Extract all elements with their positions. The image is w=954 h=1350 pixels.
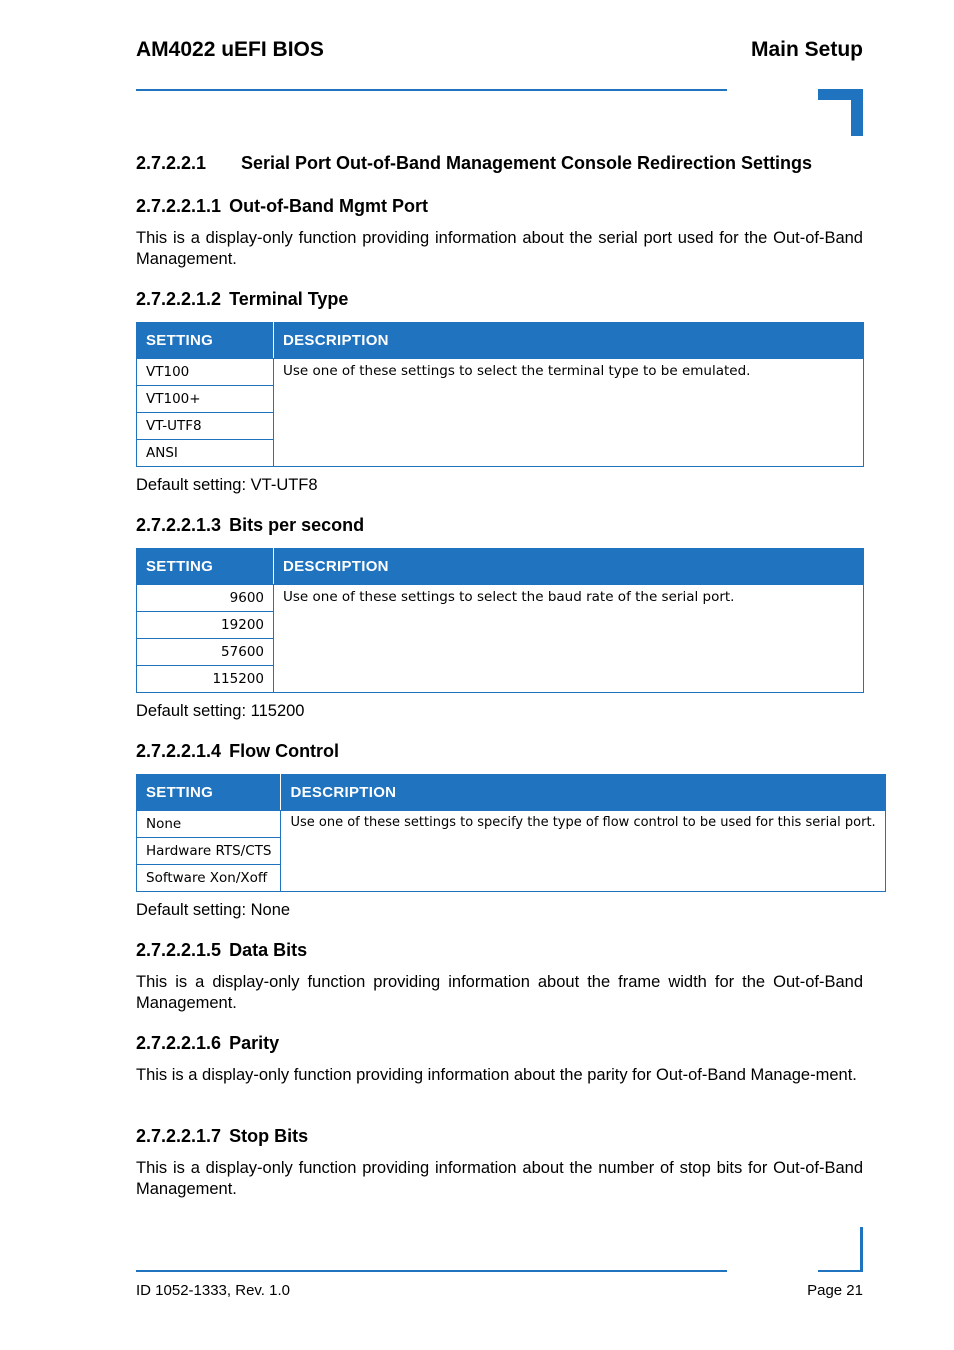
parity-heading (136, 1033, 279, 1054)
table-cell-setting: 115200 (137, 666, 274, 693)
table-cell-setting: VT100+ (137, 386, 274, 413)
flow-control-default: Default setting: None (136, 901, 291, 919)
bits-per-second-table (136, 548, 864, 693)
section-title: Main Setup (750, 38, 863, 61)
parity-title: Parity (229, 1033, 280, 1053)
column-header-setting: SETTING (137, 775, 281, 811)
table-cell-setting: Software Xon/Xoff (137, 865, 281, 892)
footer-corner-mark (818, 1270, 863, 1272)
terminal-type-heading (136, 289, 348, 310)
header-rule (136, 89, 727, 91)
flow-control-number: 2.7.2.2.1.4 (136, 741, 222, 761)
column-header-setting: SETTING (137, 549, 274, 585)
bits-per-second-heading (136, 515, 364, 536)
oob-port-number: 2.7.2.2.1.1 (136, 196, 222, 216)
data-bits-text: This is a display-only function providing information about the frame width for the Out-of-Band Management. (136, 973, 863, 1012)
bits-per-second-default: Default setting: 115200 (136, 702, 305, 720)
table-cell-setting: 57600 (137, 639, 274, 666)
section-heading-text: Serial Port Out-of-Band Management Console Redirection Settings (241, 153, 813, 173)
page-number: Page 21 (807, 1282, 863, 1299)
flow-control-title: Flow Control (229, 741, 340, 761)
stop-bits-number: 2.7.2.2.1.7 (136, 1126, 222, 1146)
document-title: AM4022 uEFI BIOS (136, 38, 324, 61)
stop-bits-text: This is a display-only function providing information about the number of stop bits for Out-of-Band Management. (136, 1159, 863, 1198)
flow-control-table (136, 774, 886, 892)
oob-port-heading (136, 196, 428, 217)
column-header-description: DESCRIPTION (274, 549, 864, 585)
table-cell-setting: Hardware RTS/CTS (137, 838, 281, 865)
table-cell-setting: 19200 (137, 612, 274, 639)
column-header-description: DESCRIPTION (274, 323, 864, 359)
parity-text: This is a display-only function providing information about the parity for Out-of-Band Manage-ment. (136, 1066, 857, 1084)
data-bits-title: Data Bits (229, 940, 308, 960)
terminal-type-default: Default setting: VT-UTF8 (136, 476, 318, 494)
table-cell-setting: 9600 (137, 585, 274, 612)
bits-per-second-title: Bits per second (229, 515, 365, 535)
column-header-description: DESCRIPTION (281, 775, 885, 811)
table-cell-setting: VT-UTF8 (137, 413, 274, 440)
table-cell-description: Use one of these settings to select the baud rate of the serial port. (274, 585, 864, 693)
oob-port-text: This is a display-only function providing information about the serial port used for the Out-of-Band Management. (136, 229, 863, 268)
table-cell-setting: ANSI (137, 440, 274, 467)
footer-rule (136, 1270, 727, 1272)
header-corner-mark-vertical (851, 89, 863, 136)
stop-bits-title: Stop Bits (229, 1126, 309, 1146)
table-cell-setting: None (137, 811, 281, 838)
table-cell-description: Use one of these settings to select the terminal type to be emulated. (274, 359, 864, 467)
section-number: 2.7.2.2.1 (136, 153, 207, 173)
section-heading (136, 153, 812, 174)
document-id: ID 1052-1333, Rev. 1.0 (136, 1282, 290, 1299)
column-header-setting: SETTING (137, 323, 274, 359)
data-bits-heading (136, 940, 307, 961)
footer-corner-mark-vertical (860, 1227, 863, 1272)
parity-number: 2.7.2.2.1.6 (136, 1033, 222, 1053)
table-cell-setting: VT100 (137, 359, 274, 386)
oob-port-title: Out-of-Band Mgmt Port (229, 196, 429, 216)
table-cell-description: Use one of these settings to specify the type of flow control to be used for this serial port. (281, 811, 885, 892)
terminal-type-number: 2.7.2.2.1.2 (136, 289, 222, 309)
stop-bits-heading (136, 1126, 308, 1147)
terminal-type-table (136, 322, 864, 467)
flow-control-heading (136, 741, 339, 762)
terminal-type-title: Terminal Type (229, 289, 349, 309)
bits-per-second-number: 2.7.2.2.1.3 (136, 515, 222, 535)
data-bits-number: 2.7.2.2.1.5 (136, 940, 222, 960)
